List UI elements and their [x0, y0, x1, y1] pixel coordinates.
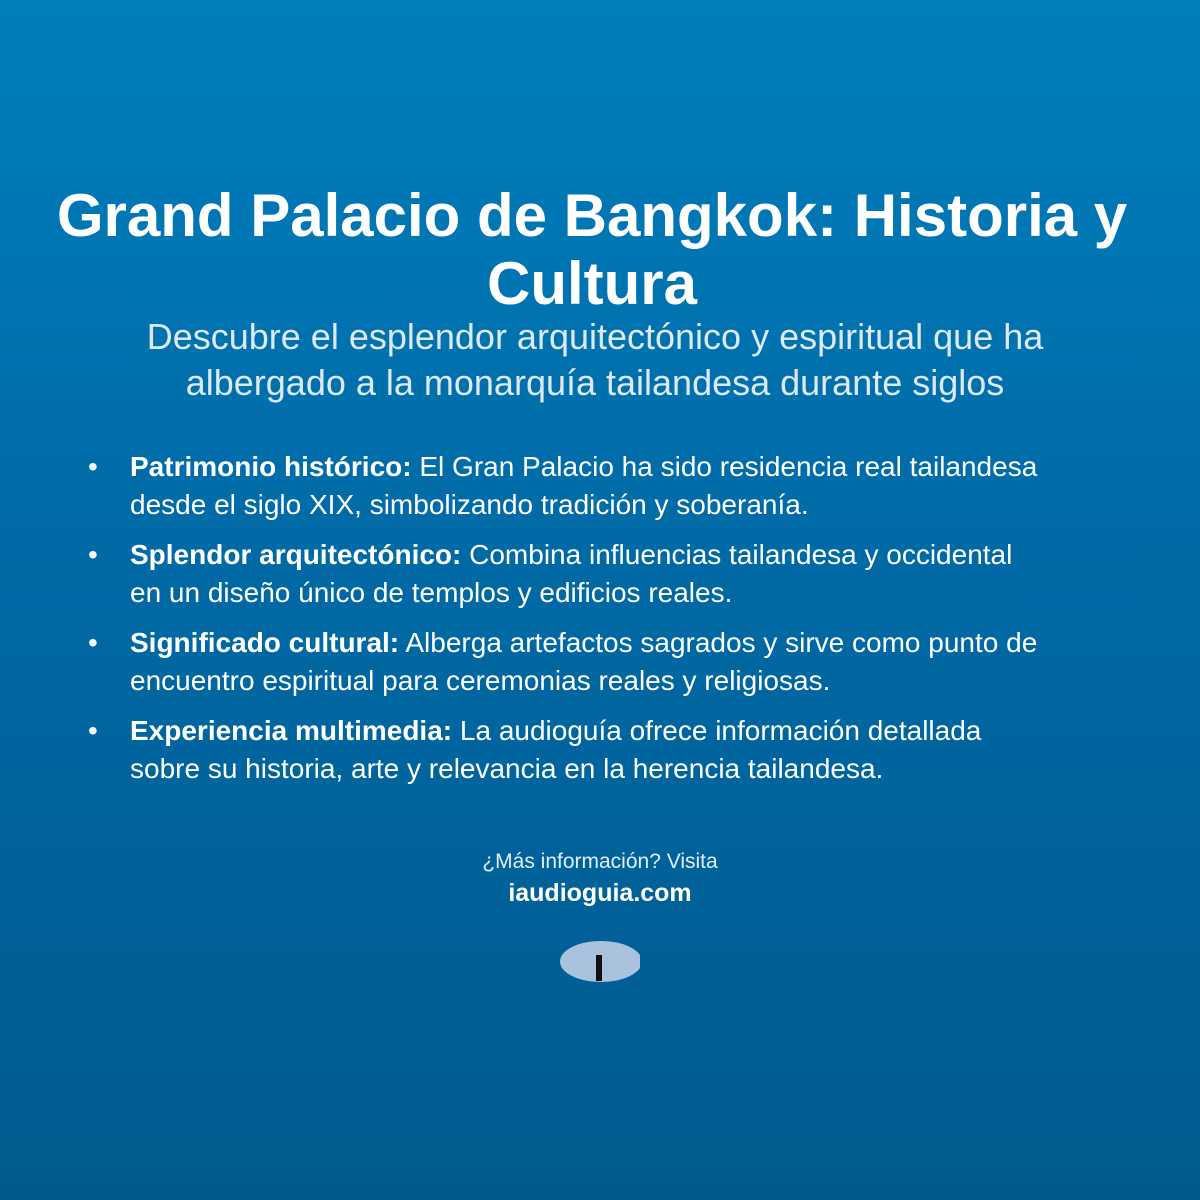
item-text: La audioguía ofrece información detallada sobre su historia, arte y relevancia en la herencia tailandesa. [130, 715, 982, 784]
bullet-icon: • [88, 451, 98, 482]
list-item [88, 712, 1048, 788]
list-item [88, 536, 1048, 612]
list-item [88, 624, 1048, 700]
website-link[interactable]: iaudioguia.com [508, 879, 692, 907]
item-label: Splendor arquitectónico: [130, 539, 462, 570]
page-title: Grand Palacio de Bangkok: Historia y Cultura [56, 182, 1128, 317]
bullet-icon: • [88, 627, 98, 658]
footer-question: ¿Más información? Visita [482, 850, 718, 873]
bullet-icon: • [88, 539, 98, 570]
item-text: El Gran Palacio ha sido residencia real tailandesa desde el siglo XIX, simbolizando tradición y soberanía. [130, 451, 1038, 520]
item-text: Combina influencias tailandesa y occidental en un diseño único de templos y edificios reales. [130, 539, 1013, 608]
item-label: Experiencia multimedia: [130, 715, 453, 746]
footer [0, 848, 1200, 910]
subtitle: Descubre el esplendor arquitectónico y espiritual que ha albergado a la monarquía tailandesa durante siglos [146, 316, 1044, 403]
item-label: Patrimonio histórico: [130, 451, 412, 482]
item-text: Alberga artefactos sagrados y sirve como punto de encuentro espiritual para ceremonias reales y religiosas. [130, 627, 1038, 696]
list-item [88, 448, 1048, 524]
ellipse-logo-icon [560, 941, 640, 982]
item-label: Significado cultural: [130, 627, 400, 658]
feature-list [88, 448, 1048, 800]
bullet-icon: • [88, 715, 98, 746]
